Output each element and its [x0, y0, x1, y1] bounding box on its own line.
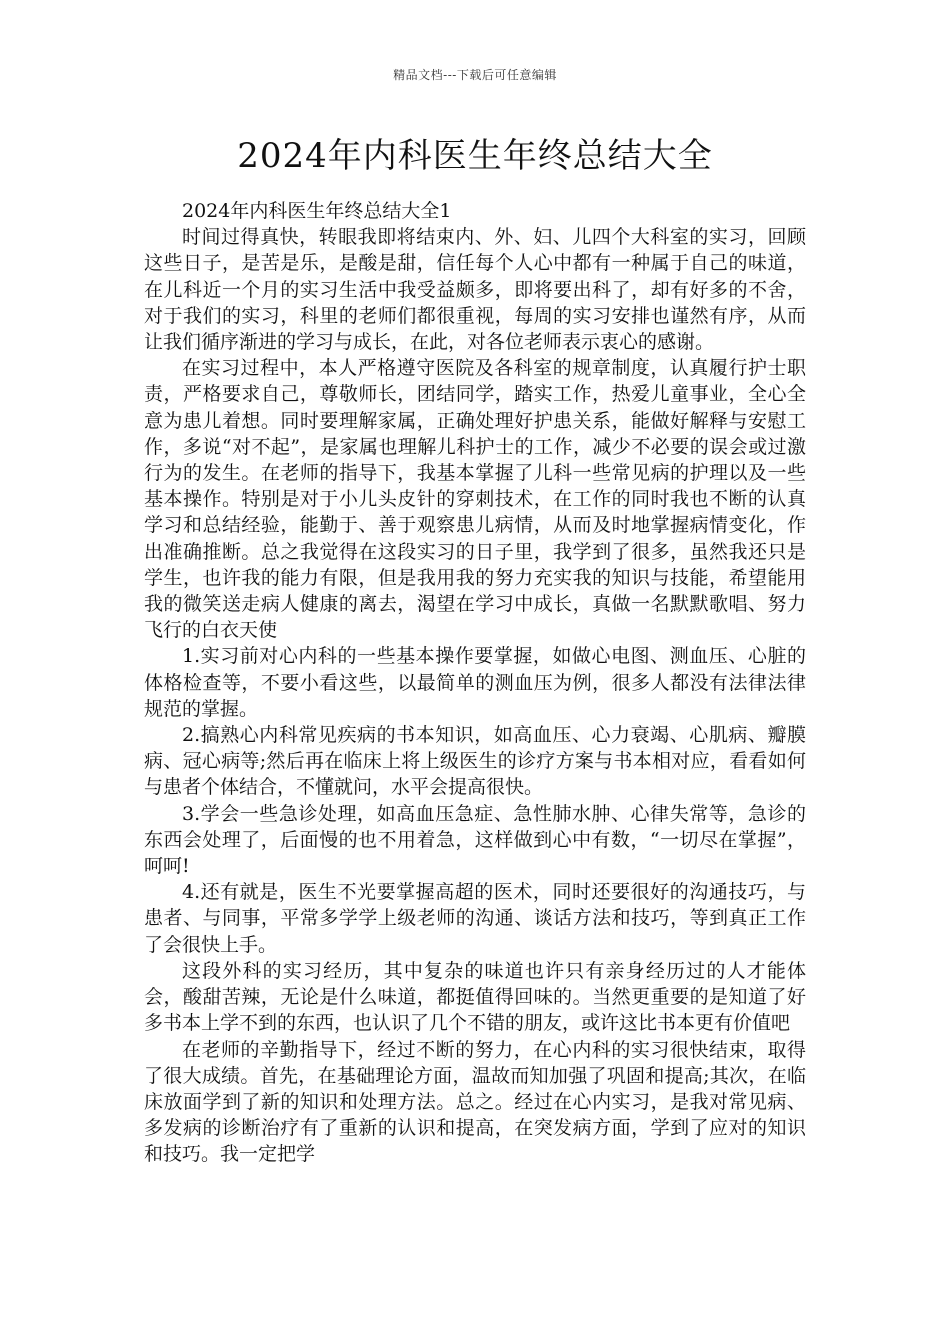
paragraph-conclusion: 在老师的辛勤指导下，经过不断的努力，在心内科的实习很快结束，取得了很大成绩。首先，在基础理论方面，温故而知加强了巩固和提高;其次，在临床放面学到了新的知识和处理方法。总之。经过在心内实习，是我对常见病、多发病的诊断治疗有了重新的认识和提高，在突发病方面，学到了应对的知识和技巧。我一定把学 — [144, 1038, 806, 1166]
paragraph-point-4: 4.还有就是，医生不光要掌握高超的医术，同时还要很好的沟通技巧，与患者、与同事，平常多学学上级老师的沟通、谈话方法和技巧，等到真正工作了会很快上手。 — [144, 881, 806, 956]
paragraph-point-2: 2.搞熟心内科常见疾病的书本知识，如高血压、心力衰竭、心肌病、瓣膜病、冠心病等;然后再在临床上将上级医生的诊疗方案与书本相对应，看看如何与患者个体结合，不懂就问，水平会提高很快。 — [144, 724, 806, 799]
header-note: 精品文档---下载后可任意编辑 — [393, 68, 557, 82]
paragraph-point-3: 3.学会一些急诊处理，如高血压急症、急性肺水肿、心律失常等，急诊的东西会处理了，后面慢的也不用着急，这样做到心中有数，“一切尽在掌握”，呵呵! — [144, 802, 806, 878]
paragraph-surgery: 这段外科的实习经历，其中复杂的味道也许只有亲身经历过的人才能体会，酸甜苦辣，无论是什么味道，都挺值得回味的。当然更重要的是知道了好多书本上学不到的东西，也认识了几个不错的朋友，或许这比书本更有价值吧 — [144, 959, 806, 1035]
document-body — [144, 198, 806, 1168]
paragraph-subtitle: 2024年内科医生年终总结大全1 — [182, 200, 452, 222]
paragraph-intro: 时间过得真快，转眼我即将结束内、外、妇、儿四个大科室的实习，回顾这些日子，是苦是乐，是酸是甜，信任每个人心中都有一种属于自己的味道，在儿科近一个月的实习生活中我受益颇多，即将要出科了，却有好多的不舍，对于我们的实习，科里的老师们都很重视，每周的实习安排也谨然有序，从而让我们循序渐进的学习与成长，在此，对各位老师表示衷心的感谢。 — [144, 226, 806, 354]
document-title: 2024年内科医生年终总结大全 — [237, 136, 713, 176]
paragraph-practice: 在实习过程中，本人严格遵守医院及各科室的规章制度，认真履行护士职责，严格要求自己，尊敬师长，团结同学，踏实工作，热爱儿童事业，全心全意为患儿着想。同时要理解家属，正确处理好护患关系，能做好解释与安慰工作，多说“对不起”，是家属也理解儿科护士的工作，减少不必要的误会或过激行为的发生。在老师的指导下，我基本掌握了儿科一些常见病的护理以及一些基本操作。特别是对于小儿头皮针的穿刺技术，在工作的同时我也不断的认真学习和总结经验，能勤于、善于观察患儿病情，从而及时地掌握病情变化，作出准确推断。总之我觉得在这段实习的日子里，我学到了很多，虽然我还只是学生，也许我的能力有限，但是我用我的努力充实我的知识与技能，希望能用我的微笑送走病人健康的离去，渴望在学习中成长，真做一名默默歌唱、努力飞行的白衣天使 — [144, 357, 806, 642]
paragraph-point-1: 1.实习前对心内科的一些基本操作要掌握，如做心电图、测血压、心脏的体格检查等，不要小看这些，以最简单的测血压为例，很多人都没有法律法律规范的掌握。 — [144, 645, 806, 720]
